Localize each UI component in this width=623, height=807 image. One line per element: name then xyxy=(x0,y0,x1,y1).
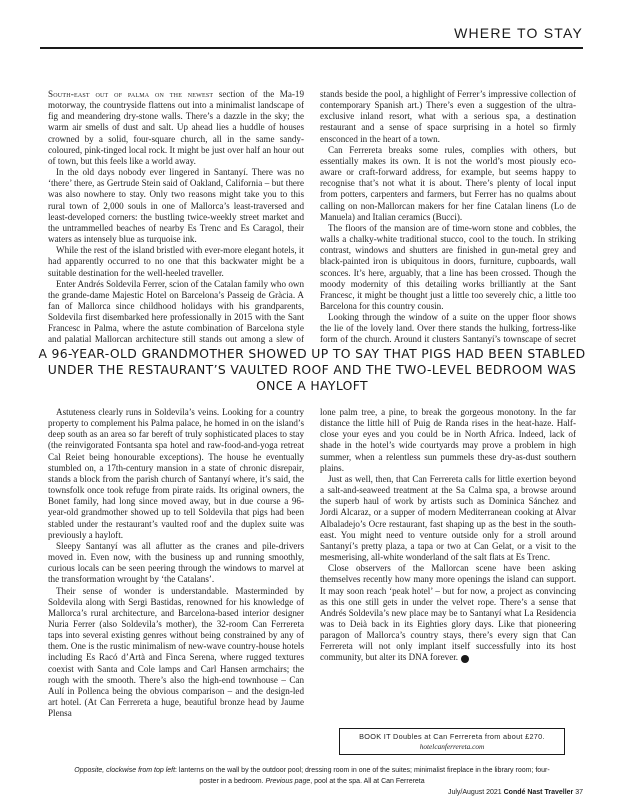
caption-lead: Opposite, clockwise from top left xyxy=(74,767,176,774)
bottom-columns xyxy=(48,407,576,752)
paragraph: While the rest of the island bristled with ever-more elegant hotels, it had apparently occurred to no one that this backwater might be a suitable destination for the well-heeled traveller. xyxy=(48,245,304,278)
section-title: WHERE TO STAY xyxy=(454,25,583,41)
paragraph: The floors of the mansion are of time-worn stone and cobbles, the walls a chalky-white traditional stucco, cool to the touch. In striking contrast, windows and shutters are finished in gun-metal grey and black-painted iron is ubiquitous in doors, furniture, cupboards, wall sconces. It’s here, arguably, that a line has been crossed. Though the moody modernity of this detailing works brilliantly at the Sant Francesc, it might be thought just a little too severely chic, a little too Barcelona for this country cousin. xyxy=(320,222,576,311)
page-footer xyxy=(448,789,583,796)
paragraph: lone palm tree, a pine, to break the gorgeous monotony. In the far distance the little hill of Puig de Randa rises in the heat-haze. Half-close your eyes and you could be in North Africa. Indeed, lack of shade in the hotel’s wide courtyards may prove a problem in high summer, when a relentless sun pummels these dry-as-dust southern plains. xyxy=(320,407,576,473)
top-columns xyxy=(48,89,576,344)
caption-previous-page: Previous page xyxy=(265,777,311,785)
book-it-box xyxy=(339,728,565,755)
paragraph: Can Ferrereta breaks some rules, complies with others, but essentially makes its own. It is not the world’s most piously eco-aware or craft-forward address, for example, but seems happy to recognise that’s not what it is about. There’s plenty of local input from potters, carpenters and farmers, but Ferrer has no qualms about calling on non-Mallorcan makers for her fine Catalan linens (Lo de Manuela) and Italian ceramics (Bucci). xyxy=(320,144,576,222)
lead-in: South-east out of palma on the newest xyxy=(48,89,214,99)
paragraph: stands beside the pool, a highlight of Ferrer’s impressive collection of contemporary Spanish art.) There’s even a suggestion of the ultra-exclusive inland resort, what with a serious spa, a destination restaurant and a sense of space surprising in a hotel so firmly ensconced in the heart of a town. xyxy=(320,89,576,144)
column-bottom-left xyxy=(48,407,304,752)
paragraph: Looking through the window of a suite on the upper floor shows the lie of the lovely land. Over there stands the hulking, fortress-like form of the church. Around it clusters Santanyí’s townscape of secret xyxy=(320,312,576,344)
header-rule xyxy=(40,47,583,49)
magazine-brand: Condé Nast Traveller xyxy=(503,789,574,796)
column-top-right xyxy=(320,89,576,344)
column-top-left xyxy=(48,89,304,344)
caption-text: : lanterns on the wall by the outdoor pool; dressing room in one of the suites; minimalist fireplace in the library room; four-poster in a bedroom. xyxy=(175,767,550,785)
photo-caption xyxy=(70,766,554,787)
issue-date: July/August 2021 xyxy=(447,789,504,796)
page-number: 37 xyxy=(573,789,583,796)
paragraph: Astuteness clearly runs in Soldevila’s veins. Looking for a country property to complement his Palma palace, he homed in on the island’s deep south as an area so far bereft of truly sophisticated places to stay (the reinvigorated Fontsanta spa hotel and raw-food-and-yoga retreat Cal Reiet being honourable exceptions). The house he eventually stumbled on, a 17th-century mansion in a state of chronic disrepair, stands a block from the parish church of Santanyí where, it’s said, the townsfolk once took refuge from pirate raids. Its original owners, the Bonet family, had long since moved away, but in due course a 96-year-old grandmother showed up to tell Soldevila that pigs had been stabled under the restaurant’s vaulted roof and the duplex suite was previously a hayloft. xyxy=(48,407,304,540)
end-mark-icon: T xyxy=(461,655,469,663)
paragraph xyxy=(320,563,576,663)
paragraph: Their sense of wonder is understandable. Masterminded by Soldevila along with Sergi Bastidas, renowned for his knowledge of Mallorca’s rural architecture, and Barcelona-based interior designer Nuria Ferrer (also Soldevila’s mother), the 32-room Can Ferrereta taps into several existing genres without being constrained by any of them. One is the rustic minimalism of new-wave country-house hotels including Es Racó d’Artà and Finca Serena, where rugged textures coexist with Santa and Cole lamps and Carl Hansen armchairs; the rough with the smooth. There’s also the high-end townhouse – Can Aulí in Pollenca being the obvious comparison – and the design-led art hotel. (At Can Ferrereta a huge, beautiful bronze head by Jaume Plensa xyxy=(48,585,304,719)
paragraph xyxy=(48,89,304,167)
caption-text: , pool at the spa. All at Can Ferrereta xyxy=(310,777,425,785)
pull-quote: A 96-YEAR-OLD GRANDMOTHER SHOWED UP TO SAY THAT PIGS HAD BEEN STABLED UNDER THE RESTAURANT’S VAULTED ROOF AND THE TWO-LEVEL BEDROOM WAS ONCE A HAYLOFT xyxy=(38,346,586,393)
book-it-website-link[interactable]: hotelcanferrereta.com xyxy=(419,742,485,751)
column-bottom-right xyxy=(320,407,576,752)
paragraph-text: Close observers of the Mallorcan scene have been asking themselves recently how many more openings the island can support. It may soon reach ‘peak hotel’ – but for now, a project as convincing as this one still gets in under the velvet rope. There’s a sense that Andrés Soldevila’s new place may be to Santanyí what La Residencia was to Deià back in its Eighties glory days. Like that pioneering paragon of Mallorca’s country stays, there’s every sign that Can Ferrereta will not only implant itself successfully into its host community, but alter its DNA forever. xyxy=(320,563,576,663)
paragraph: In the old days nobody ever lingered in Santanyí. There was no ‘there’ there, as Gertrude Stein said of Oakland, California – but there was also nowhere to stay. Only two reasons might take you to this rural town of 2,000 souls in one of Mallorca’s least-traversed and least-developed corners: the bustling twice-weekly street market and the untrammelled beaches of nearby Es Trenc and Es Caragol, their waters as intensely blue as turquoise ink. xyxy=(48,167,304,245)
paragraph: Enter Andrés Soldevila Ferrer, scion of the Catalan family who own the grande-dame Majestic Hotel on Barcelona’s Passeig de Gràcia. A fan of Mallorca since childhood holidays with his grandparents, Soldevila first disembarked here professionally in 2015 with the Sant Francesc in Palma, where the astute combination of Barcelona style and palatial Mallorcan architecture still stands out among a slew of xyxy=(48,278,304,344)
book-it-text: BOOK IT Doubles at Can Ferrereta from about £270. xyxy=(359,732,545,741)
paragraph: Just as well, then, that Can Ferrereta calls for little exertion beyond a salt-and-seaweed treatment at the Sa Calma spa, a browse around the superb haul of work by artists such as Dominica Sánchez and Jordi Alcaraz, or a supper of modern Mediterranean cooking at Alvar Albaladejo’s Ocre restaurant, fast shaping up as the best in the south-east. You might need to venture outside only for a stroll around Santanyí’s pretty plaza, a tapa or two at Can Gelat, or a visit to the mesmerising, all-white wonderland of the salt flats at Es Trenc. xyxy=(320,473,576,563)
paragraph: Sleepy Santanyí was all aflutter as the cranes and pile-drivers moved in. Even now, with the business up and running smoothly, curious locals can be seen peering through the windows to marvel at the transformation wrought by ‘the Catalans’. xyxy=(48,540,304,585)
paragraph-text: section of the Ma-19 motorway, the countryside flattens out into a minimalist landscape of fig and meandering dry-stone walls. There’s a dazzle in the sky; the warm air smells of dust and salt. Up ahead lies a huddle of houses crowned by a solid, four-square church, all in the same sandy-coloured, pink-tinged local rock. It might be just over half an hour out of town, but this feels like a world away. xyxy=(48,89,304,166)
